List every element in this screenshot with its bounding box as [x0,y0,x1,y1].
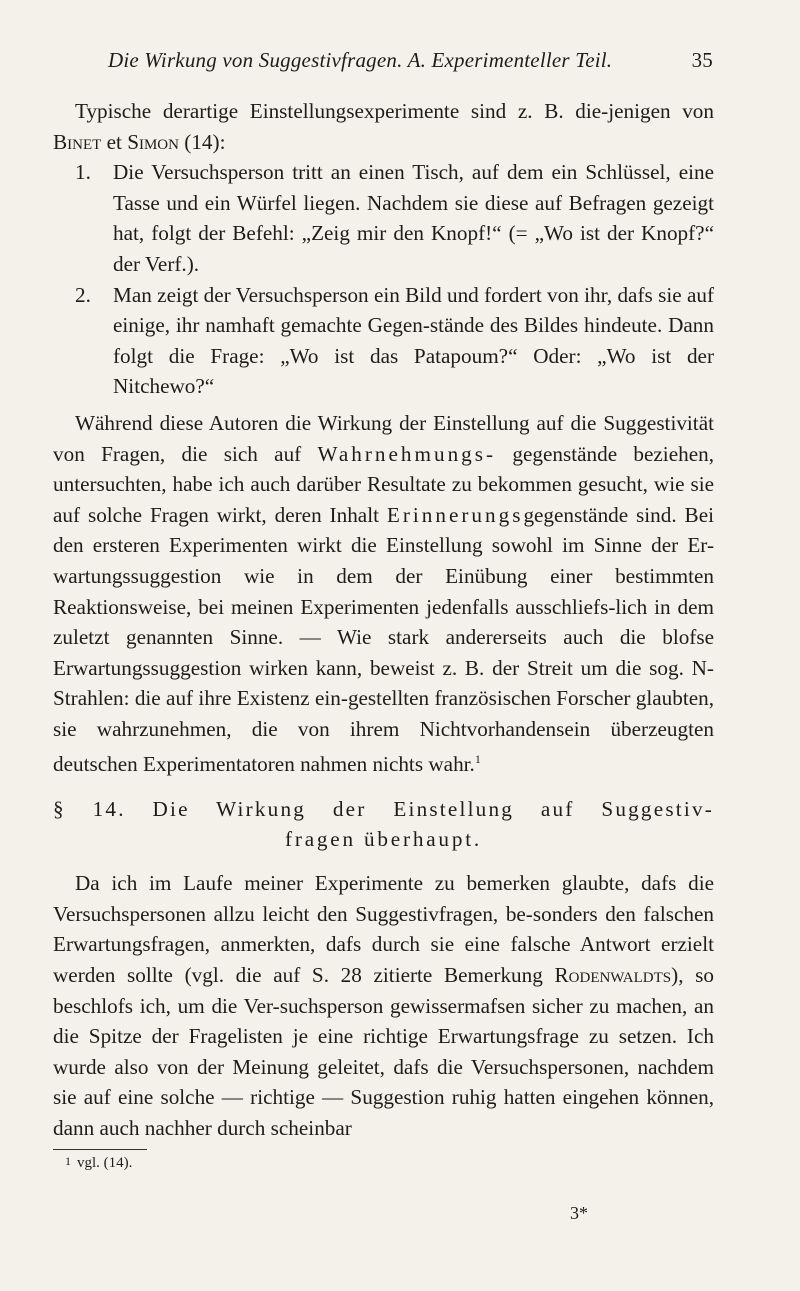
running-title: Die Wirkung von Suggestivfragen. A. Experimenteller Teil. [108,48,613,72]
author-rodenwaldt: Rodenwaldts [554,962,672,987]
running-header [108,48,713,73]
footnote-rule [53,1149,147,1150]
list-item: 1. Die Versuchsperson tritt an einen Tisch, auf dem ein Schlüssel, eine Tasse und ein Würfel liegen. Nachdem sie diese auf Befragen gezeigt hat, folgt der Befehl: „Zeig mir den Knopf!“ (= „Wo ist der Knopf?“ der Verf.). [75,160,714,276]
footnote-ref: 1 [474,752,481,767]
author-simon: Simon [127,129,179,154]
intro-paragraph: Typische derartige Einstellungsexperimente sind z. B. die-jenigen von Binet et Simon (14): [53,99,714,154]
page-number: 35 [691,48,713,72]
paragraph-einstellung: Während diese Autoren die Wirkung der Einstellung auf die Suggestivität von Fragen, die sich auf Wahrnehmungs- gegenstände beziehen, untersuchten, habe ich auch darüber Resultate zu bekommen gesucht, wie sie auf solche Fragen wirkt, deren Inhalt Erinnerungsgegenstände sind. Bei den ersteren Experimenten wirkt die Einstellung sowohl im Sinne der Er-wartungssuggestion wie in dem der Einübung einer bestimmten Reaktionsweise, bei meinen Experimenten jedenfalls ausschliefs-lich in dem zuletzt genannten Sinne. — Wie stark andererseits auch die blofse Erwartungssuggestion wirken kann, beweist z. B. der Streit um die sog. N-Strahlen: die auf ihre Existenz ein-gestellten französischen Forscher glaubten, sie wahrzunehmen, die von ihrem Nichtvorhandensein überzeugten deutschen Experimentatoren nahmen nichts wahr.$^1$ [53,410,714,777]
body-text [53,96,714,1172]
signature-mark: 3* [570,1203,588,1223]
footnote: 1 vgl. (14). [65,1154,133,1172]
paragraph-section-14: Da ich im Laufe meiner Experimente zu bemerken glaubte, dafs die Versuchspersonen allzu leicht den Suggestivfragen, be-sonders den falschen Erwartungsfragen, anmerkten, dafs durch sie eine falsche Antwort erzielt werden sollte (vgl. die auf S. 28 zitierte Bemerkung Rodenwaldts), so beschlofs ich, um die Ver-suchsperson gewissermafsen sicher zu machen, an die Spitze der Fragelisten je eine richtige Erwartungsfrage zu setzen. Ich wurde also von der Meinung geleitet, dafs die Versuchspersonen, nachdem sie auf eine solche — richtige — Suggestion ruhig hatten eingehen können, dann auch nachher durch scheinbar [53,871,714,1140]
author-binet: Binet [53,129,102,154]
section-heading: § 14. Die Wirkung der Einstellung auf Suggestiv- fragen überhaupt. [53,797,714,852]
list-item: 2. Man zeigt der Versuchsperson ein Bild und fordert von ihr, dafs sie auf einige, ihr namhaft gemachte Gegen-stände des Bildes hindeute. Dann folgt die Frage: „Wo ist das Patapoum?“ Oder: „Wo ist der Nitchewo?“ [75,282,714,399]
